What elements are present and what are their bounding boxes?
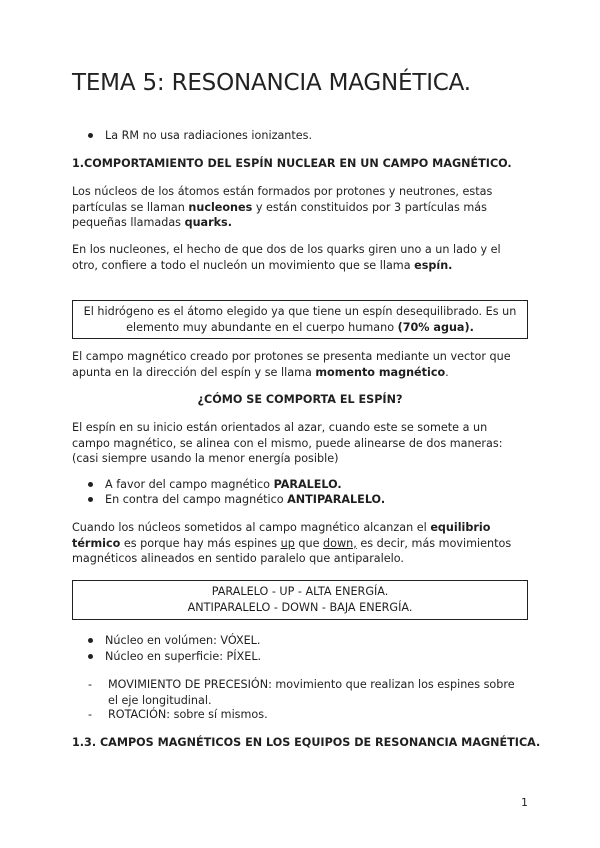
dash-item-precesion: - MOVIMIENTO DE PRECESIÓN: movimiento que realizan los espines sobre el eje longitudinal.	[88, 678, 515, 707]
section1-paragraph3: El campo magnético creado por protones se presenta mediante un vector que apunta en la dirección del espín y se llama momento magnético.	[72, 350, 511, 379]
energy-box-line1: PARALELO - UP - ALTA ENERGÍA.	[211, 585, 389, 598]
energy-box	[72, 580, 528, 620]
bullet-voxel: Núcleo en volúmen: VÓXEL.	[88, 633, 260, 649]
dash-marker: -	[88, 708, 93, 721]
section1-paragraph1: Los núcleos de los átomos están formados por protones y neutrones, estas partículas se llaman nucleones y están constituidos por 3 partículas más pequeñas llamadas quarks.	[72, 185, 493, 229]
subsection-paragraph1: El espín en su inicio están orientados al azar, cuando este se somete a un campo magnético, se alinea con el mismo, puede alinearse de dos maneras: (casi siempre usando la menor energía posible)	[72, 421, 503, 465]
bullet-dot-icon	[88, 482, 93, 487]
bullet-dot-icon	[88, 654, 93, 659]
intro-bullet: La RM no usa radiaciones ionizantes.	[88, 128, 312, 144]
energy-box-line2: ANTIPARALELO - DOWN - BAJA ENERGÍA.	[187, 600, 413, 614]
section1-heading: 1.COMPORTAMIENTO DEL ESPÍN NUCLEAR EN UN CAMPO MAGNÉTICO.	[72, 157, 512, 170]
subsection-heading: ¿CÓMO SE COMPORTA EL ESPÍN?	[197, 393, 403, 406]
bullet-dot-icon	[88, 497, 93, 502]
bullet-dot-icon	[88, 638, 93, 643]
subsection-paragraph2: Cuando los núcleos sometidos al campo magnético alcanzan el equilibrio térmico es porque hay más espines up que down, es decir, más movimientos magnéticos alineados en sentido paralelo que antiparalelo.	[72, 521, 512, 565]
bullet-paralelo: A favor del campo magnético PARALELO.	[88, 477, 342, 493]
bullet-pixel: Núcleo en superficie: PÍXEL.	[88, 649, 261, 665]
hydrogen-box: El hidrógeno es el átomo elegido ya que tiene un espín desequilibrado. Es un elemento muy abundante en el cuerpo humano (70% agua).	[72, 300, 528, 339]
dash-item-rotacion: - ROTACIÓN: sobre sí mismos.	[88, 708, 268, 721]
bullet-antiparalelo: En contra del campo magnético ANTIPARALELO.	[88, 492, 385, 508]
section13-heading: 1.3. CAMPOS MAGNÉTICOS EN LOS EQUIPOS DE RESONANCIA MAGNÉTICA.	[72, 736, 541, 749]
page-number: 1	[521, 796, 528, 809]
section1-paragraph2: En los nucleones, el hecho de que dos de los quarks giren uno a un lado y el otro, confiere a todo el nucleón un movimiento que se llama espín.	[72, 243, 501, 272]
dash-marker: -	[88, 678, 93, 691]
page-title: TEMA 5: RESONANCIA MAGNÉTICA.	[72, 70, 471, 96]
bullet-dot-icon	[88, 133, 93, 138]
